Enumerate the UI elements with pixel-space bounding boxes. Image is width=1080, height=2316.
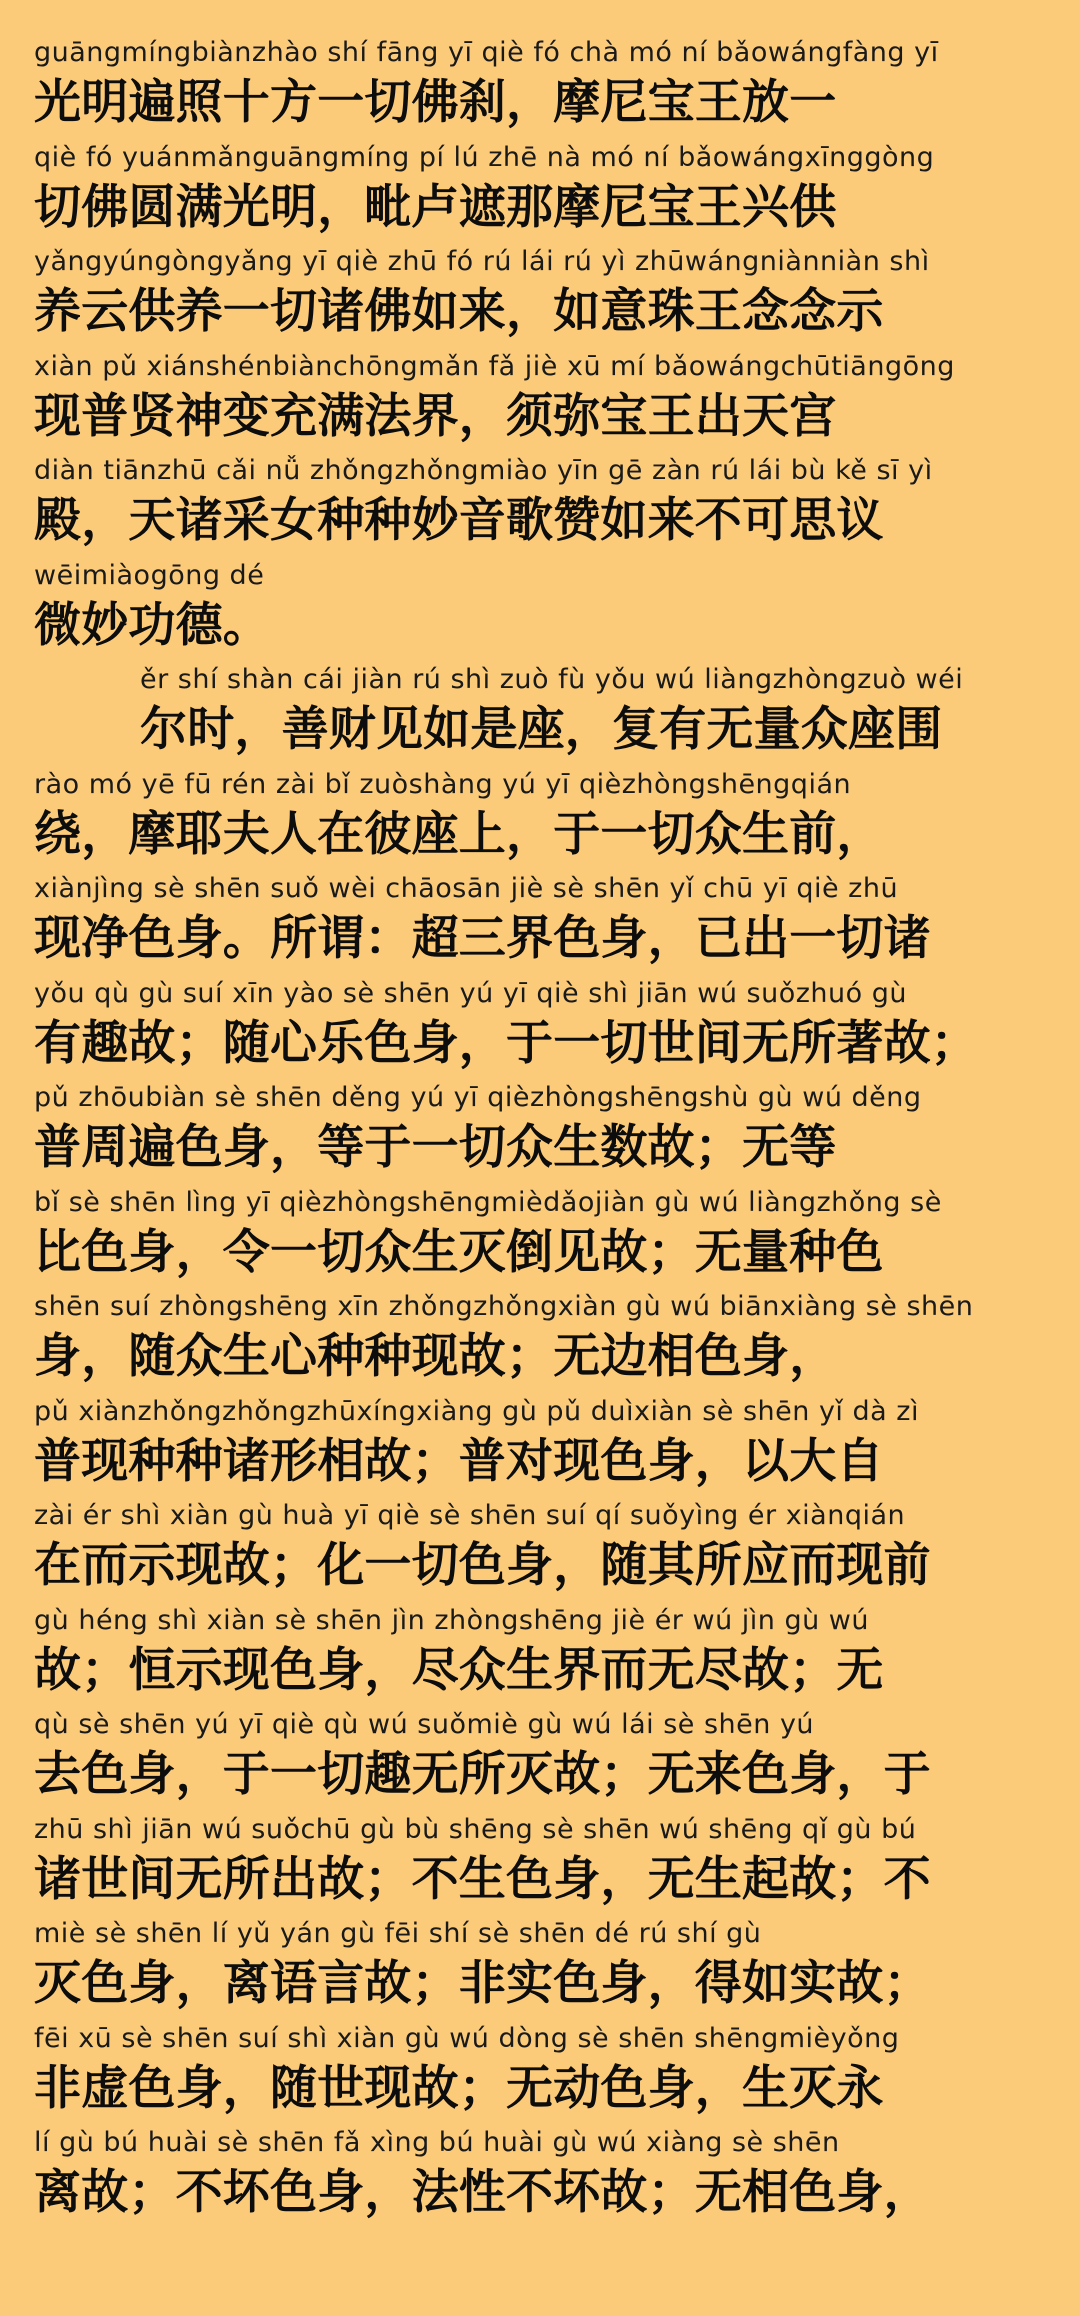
hanzi-text: 普现种种诸形相故；普对现色身，以大自 <box>34 1433 884 1489</box>
text-line <box>34 452 1046 557</box>
text-line <box>34 1079 1046 1184</box>
hanzi-text: 微妙功德。 <box>34 597 270 653</box>
pinyin-text: shēn suí zhòngshēng xīn zhǒngzhǒngxiàn gù wú biānxiàng sè shēn <box>34 1291 974 1322</box>
text-line <box>34 1915 1046 2020</box>
text-line <box>34 1706 1046 1811</box>
hanzi-text: 有趣故；随心乐色身，于一切世间无所著故； <box>34 1015 978 1071</box>
text-line <box>34 975 1046 1080</box>
pinyin-text: xiàn pǔ xiánshénbiànchōngmǎn fǎ jiè xū mí bǎowángchūtiāngōng <box>34 350 955 382</box>
pinyin-text: zhū shì jiān wú suǒchū gù bù shēng sè shēn wú shēng qǐ gù bú <box>34 1813 917 1845</box>
hanzi-text: 养云供养一切诸佛如来，如意珠王念念示 <box>34 284 884 339</box>
pinyin-text: diàn tiānzhū cǎi nǚ zhǒngzhǒngmiào yīn gē zàn rú lái bù kě sī yì <box>34 455 933 486</box>
hanzi-text: 殿，天诸采女种种妙音歌赞如来不可思议 <box>34 493 884 548</box>
text-line <box>34 34 1046 139</box>
pinyin-text: rào mó yē fū rén zài bǐ zuòshàng yú yī qièzhòngshēngqián <box>34 768 852 800</box>
pinyin-text: zài ér shì xiàn gù huà yī qiè sè shēn suí qí suǒyìng ér xiànqián <box>34 1500 906 1531</box>
pinyin-text: lí gù bú huài sè shēn fǎ xìng bú huài gù wú xiàng sè shēn <box>34 2127 840 2158</box>
pinyin-text: yǎngyúngòngyǎng yī qiè zhū fó rú lái rú yì zhūwángniànniàn shì <box>34 246 930 277</box>
hanzi-text: 现普贤神变充满法界，须弥宝王出天宫 <box>34 388 837 444</box>
pinyin-text: ěr shí shàn cái jiàn rú shì zuò fù yǒu wú liàngzhòngzuò wéi <box>140 664 964 695</box>
hanzi-text: 普周遍色身，等于一切众生数故；无等 <box>34 1120 837 1175</box>
pinyin-text: pǔ zhōubiàn sè shēn děng yú yī qièzhòngshēngshù gù wú děng <box>34 1082 922 1113</box>
pinyin-text: qiè fó yuánmǎnguāngmíng pí lú zhē nà mó ní bǎowángxīnggòng <box>34 141 935 173</box>
hanzi-text: 诸世间无所出故；不生色身，无生起故；不 <box>34 1851 931 1907</box>
hanzi-text: 绕，摩耶夫人在彼座上，于一切众生前， <box>34 806 884 862</box>
pinyin-text: qù sè shēn yú yī qiè qù wú suǒmiè gù wú lái sè shēn yú <box>34 1709 815 1740</box>
scripture-page <box>0 34 1080 2316</box>
text-line <box>34 1811 1046 1916</box>
text-line <box>34 1497 1046 1602</box>
pinyin-text: guāngmíngbiànzhào shí fāng yī qiè fó chà mó ní bǎowángfàng yī <box>34 37 939 68</box>
pinyin-text: yǒu qù gù suí xīn yào sè shēn yú yī qiè shì jiān wú suǒzhuó gù <box>34 977 907 1009</box>
pinyin-text: wēimiàogōng dé <box>34 559 265 591</box>
hanzi-text: 比色身，令一切众生灭倒见故；无量种色 <box>34 1224 884 1280</box>
pinyin-text: pǔ xiànzhǒngzhǒngzhūxíngxiàng gù pǔ duìxiàn sè shēn yǐ dà zì <box>34 1395 919 1427</box>
hanzi-text: 光明遍照十方一切佛刹，摩尼宝王放一 <box>34 75 837 130</box>
text-line <box>34 870 1046 975</box>
pinyin-text: miè sè shēn lí yǔ yán gù fēi shí sè shēn dé rú shí gù <box>34 1918 762 1949</box>
hanzi-text: 切佛圆满光明，毗卢遮那摩尼宝王兴供 <box>34 179 837 235</box>
text-line <box>34 139 1046 244</box>
pinyin-text: bǐ sè shēn lìng yī qièzhòngshēngmièdǎojiàn gù wú liàngzhǒng sè <box>34 1186 942 1218</box>
text-line <box>34 348 1046 453</box>
hanzi-text: 现净色身。所谓：超三界色身，已出一切诸 <box>34 911 931 966</box>
hanzi-text: 灭色身，离语言故；非实色身，得如实故； <box>34 1956 931 2011</box>
text-line <box>34 1602 1046 1707</box>
text-line <box>34 1184 1046 1289</box>
hanzi-text: 故；恒示现色身，尽众生界而无尽故；无 <box>34 1642 884 1698</box>
text-line <box>34 557 1046 662</box>
hanzi-text: 离故；不坏色身，法性不坏故；无相色身， <box>34 2165 931 2220</box>
pinyin-text: gù héng shì xiàn sè shēn jìn zhòngshēng jiè ér wú jìn gù wú <box>34 1604 869 1636</box>
text-line <box>34 2124 1046 2229</box>
hanzi-text: 在而示现故；化一切色身，随其所应而现前 <box>34 1538 931 1593</box>
text-line <box>34 1288 1046 1393</box>
hanzi-text: 去色身，于一切趣无所灭故；无来色身，于 <box>34 1747 931 1802</box>
text-line <box>34 1393 1046 1498</box>
text-line <box>34 766 1046 871</box>
hanzi-text: 非虚色身，随世现故；无动色身，生灭永 <box>34 2060 884 2116</box>
text-line <box>34 2020 1046 2125</box>
pinyin-text: fēi xū sè shēn suí shì xiàn gù wú dòng sè shēn shēngmièyǒng <box>34 2022 900 2054</box>
text-line <box>34 661 1046 766</box>
hanzi-text: 身，随众生心种种现故；无边相色身， <box>34 1329 837 1384</box>
hanzi-text: 尔时，善财见如是座，复有无量众座围 <box>140 702 943 757</box>
text-line <box>34 243 1046 348</box>
pinyin-text: xiànjìng sè shēn suǒ wèi chāosān jiè sè shēn yǐ chū yī qiè zhū <box>34 873 899 904</box>
